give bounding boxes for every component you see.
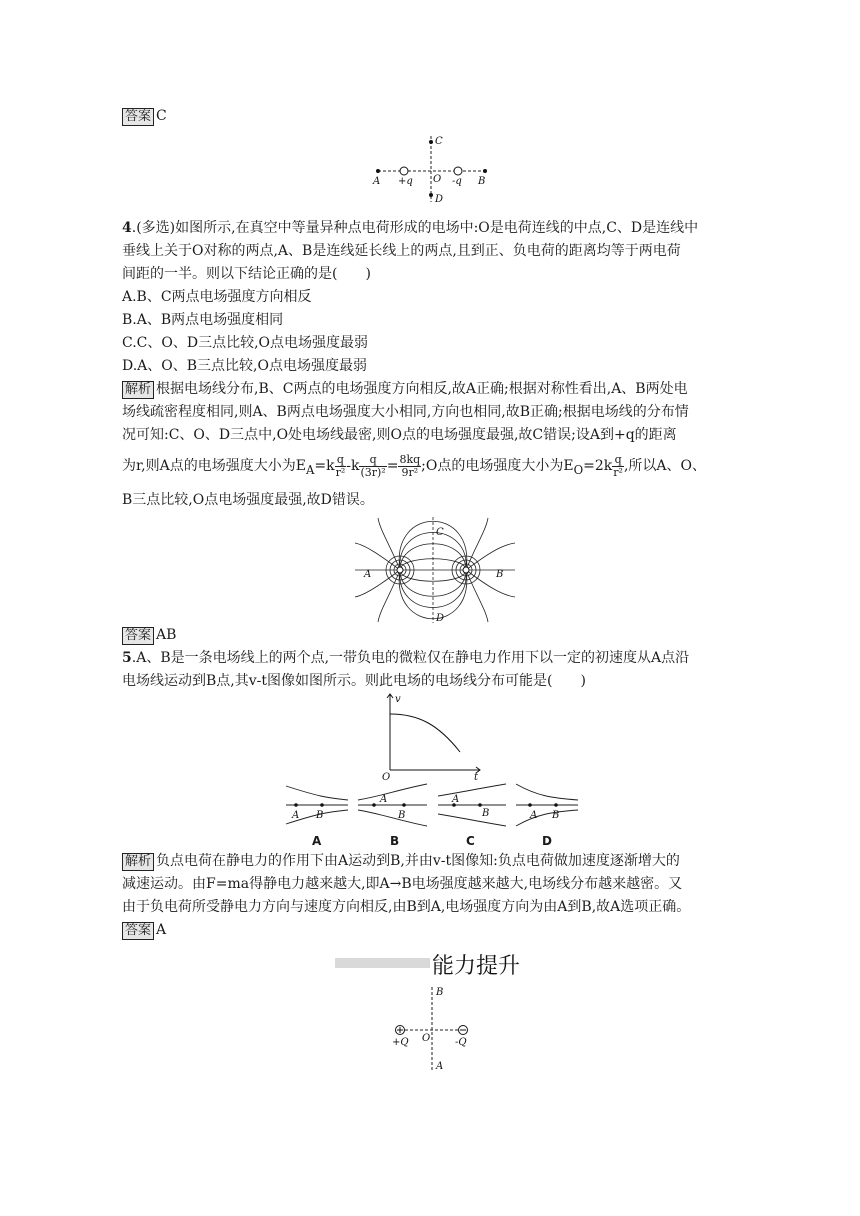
field-lines-figure [350, 515, 520, 625]
svg-text:B: B [552, 810, 560, 821]
axis-v: v [395, 694, 401, 705]
label-minus-q: -Q [455, 1037, 467, 1048]
q4-option-d: D.A、O、B三点比较,O点电场强度最弱 [122, 358, 367, 374]
label-a: A [436, 1061, 444, 1072]
svg-text:B: B [482, 808, 490, 819]
option-label-d: D [542, 834, 552, 848]
origin: O [382, 772, 391, 780]
q4-analysis-4: B三点比较,O点电场强度最强,故D错误。 [122, 492, 374, 508]
label-a: A [373, 176, 381, 187]
label-b: B [436, 987, 444, 998]
section-title: 能力提升 [432, 954, 521, 979]
q4-analysis-3: 况可知:C、O、D三点中,O处电场线最密,则O点的电场强度最强,故C错误;设A到+q的距离 [122, 427, 677, 443]
q5-answer [122, 920, 166, 940]
svg-text:A: A [452, 794, 460, 805]
label-b: B [478, 176, 486, 187]
svg-text:B: B [398, 810, 406, 821]
q4-option-c: C.C、O、D三点比较,O点电场强度最弱 [122, 335, 369, 351]
analysis-tag: 解析 [122, 853, 154, 871]
option-label-a: A [312, 834, 322, 848]
label-c: C [436, 527, 444, 538]
question-number: 4 [122, 220, 132, 236]
q4-answer [122, 625, 176, 645]
label-plus-q: +q [398, 176, 413, 187]
answer-value: A [156, 922, 167, 938]
q4-analysis-2: 场线疏密程度相同,则A、B两点电场强度大小相同,方向也相同,故B正确;根据电场线的分布情 [122, 404, 689, 420]
axis-t: t [474, 772, 479, 780]
label-c: C [435, 136, 443, 147]
q4-stem-2: 垂线上关于O对称的两点,A、B是连线延长线上的两点,且到正、负电荷的距离均等于两电荷 [122, 243, 681, 259]
svg-text:A: A [292, 810, 300, 821]
answer-tag: 答案 [122, 108, 154, 126]
analysis-tag: 解析 [122, 381, 154, 399]
q5-analysis-1: 解析 负点电荷在静电力的作用下由A运动到B,并由v-t图像知:负点电荷做加速度逐渐增大的 [122, 851, 680, 871]
q5-analysis-3: 由于负电荷所受静电力方向与速度方向相反,由B到A,电场强度方向为由A到B,故A选项正确。 [122, 899, 691, 915]
label-a: A [364, 569, 372, 580]
field-line-options [282, 780, 582, 832]
answer-value: C [156, 108, 167, 124]
q4-option-b: B.A、B两点电场强度相同 [122, 312, 284, 328]
q5-stem-2: 电场线运动到B点,其v-t图像如图所示。则此电场的电场线分布可能是( ) [122, 673, 586, 689]
q5-analysis-2: 减速运动。由F=ma得静电力越来越大,即A→B电场强度越来越大,电场线分布越来越密。又 [122, 876, 683, 892]
vt-graph [378, 690, 488, 780]
section-bar [335, 958, 430, 968]
q4-stem-3: 间距的一半。则以下结论正确的是( ) [122, 266, 371, 282]
label-b: B [496, 569, 504, 580]
answer-value: AB [156, 627, 177, 643]
q4-analysis-1: 解析 根据电场线分布,B、C两点的电场强度方向相反,故A正确;根据对称性看出,A、B两处电 [122, 379, 688, 399]
q4-analysis-formula: 为r,则A点的电场强度大小为$E_A=k$ $\frac{q}{\text{r²}}$ -k $\frac{q}{\text{(3r)²}}$ = $\frac{8kq}{\text{9r²}}$ ;O点的电场强度大小为$E_O=2k$ $\frac{q}{\text{r²}}$ ,所以A、O、 [122, 452, 706, 479]
question-number: 5 [122, 650, 132, 666]
svg-text:A: A [530, 810, 538, 821]
svg-text:A: A [380, 794, 388, 805]
q3-answer [122, 106, 167, 126]
label-d: D [436, 613, 445, 624]
label-o: O [422, 1033, 431, 1044]
q4-option-a: A.B、C两点电场强度方向相反 [122, 289, 312, 305]
label-o: O [433, 174, 442, 185]
label-d: D [435, 194, 444, 205]
q5-stem-1: 5.A、B是一条电场线上的两个点,一带负电的微粒仅在静电力作用下以一定的初速度从A点沿 [122, 650, 690, 666]
option-label-c: C [466, 834, 475, 848]
charge-axis-figure [360, 132, 500, 206]
option-label-b: B [390, 834, 400, 848]
svg-text:B: B [316, 810, 324, 821]
charge-q-figure [385, 985, 485, 1075]
answer-tag: 答案 [122, 627, 154, 645]
label-minus-q: -q [452, 176, 462, 187]
label-plus-q: +Q [392, 1037, 409, 1048]
q4-stem-1: 4.(多选)如图所示,在真空中等量异种点电荷形成的电场中:O是电荷连线的中点,C、D是连线中 [122, 220, 699, 236]
answer-tag: 答案 [122, 922, 154, 940]
